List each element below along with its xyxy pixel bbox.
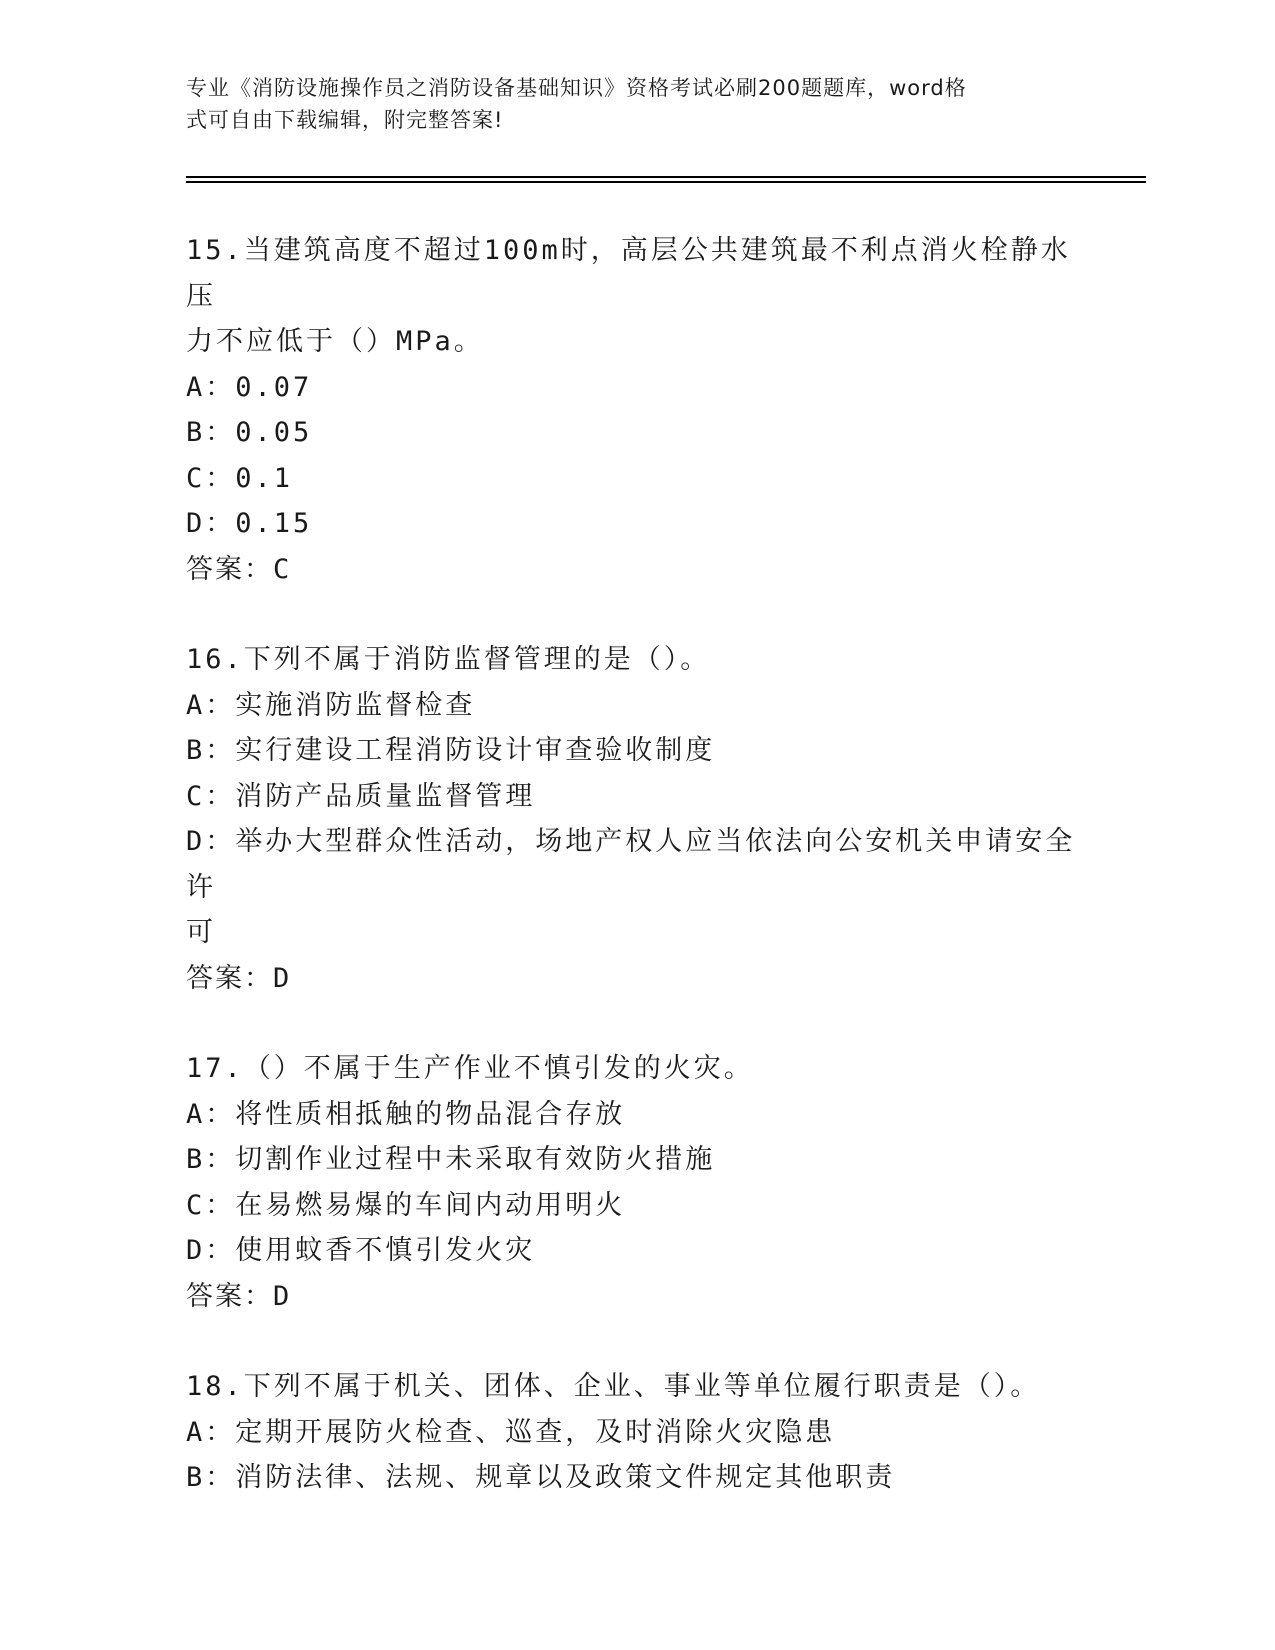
answer-value: D bbox=[273, 1280, 292, 1312]
option-b: B：实行建设工程消防设计审查验收制度 bbox=[186, 735, 716, 766]
answer-line bbox=[186, 1274, 1086, 1320]
option-b: B：0.05 bbox=[186, 417, 313, 448]
answer-label: 答案： bbox=[186, 1280, 273, 1312]
answer-label: 答案： bbox=[186, 553, 273, 585]
option-c: C：0.1 bbox=[186, 462, 294, 494]
question-text-line: 力不应低于（）MPa。 bbox=[186, 326, 484, 357]
option-b: B：消防法律、法规、规章以及政策文件规定其他职责 bbox=[186, 1462, 896, 1493]
document-header bbox=[186, 72, 1066, 136]
question-15 bbox=[186, 228, 1086, 592]
option-c: C：在易燃易爆的车间内动用明火 bbox=[186, 1189, 626, 1221]
answer-value: D bbox=[273, 962, 292, 994]
question-list bbox=[186, 228, 1086, 1546]
answer-line bbox=[186, 956, 1086, 1002]
question-text-line: 18.下列不属于机关、团体、企业、事业等单位履行职责是（）。 bbox=[186, 1371, 1041, 1402]
option-a: A：将性质相抵触的物品混合存放 bbox=[186, 1098, 626, 1130]
answer-label: 答案： bbox=[186, 962, 273, 994]
question-text-line: 16.下列不属于消防监督管理的是（）。 bbox=[186, 644, 711, 675]
header-line-1: 专业《消防设施操作员之消防设备基础知识》资格考试必刷200题题库，word格 bbox=[186, 76, 967, 100]
option-d: D：0.15 bbox=[186, 508, 313, 539]
header-divider-top bbox=[186, 176, 1146, 178]
option-d: D：使用蚊香不慎引发火灾 bbox=[186, 1235, 536, 1266]
question-17 bbox=[186, 1046, 1086, 1319]
option-a: A：实施消防监督检查 bbox=[186, 689, 476, 721]
option-c: C：消防产品质量监督管理 bbox=[186, 780, 536, 812]
option-b: B：切割作业过程中未采取有效防火措施 bbox=[186, 1144, 716, 1175]
question-text-line: 15.当建筑高度不超过100m时，高层公共建筑最不利点消火栓静水压 bbox=[186, 235, 1071, 312]
header-divider-bottom bbox=[186, 181, 1146, 183]
option-d: D：举办大型群众性活动，场地产权人应当依法向公安机关申请安全许 bbox=[186, 826, 1076, 903]
question-16 bbox=[186, 637, 1086, 1001]
option-d-continuation: 可 bbox=[186, 917, 216, 948]
question-18 bbox=[186, 1364, 1086, 1501]
header-line-2: 式可自由下载编辑，附完整答案! bbox=[186, 108, 504, 132]
option-a: A：0.07 bbox=[186, 371, 313, 403]
answer-value: C bbox=[273, 553, 292, 585]
option-a: A：定期开展防火检查、巡查，及时消除火灾隐患 bbox=[186, 1416, 836, 1448]
question-text-line: 17.（）不属于生产作业不慎引发的火灾。 bbox=[186, 1053, 754, 1084]
answer-line bbox=[186, 547, 1086, 593]
